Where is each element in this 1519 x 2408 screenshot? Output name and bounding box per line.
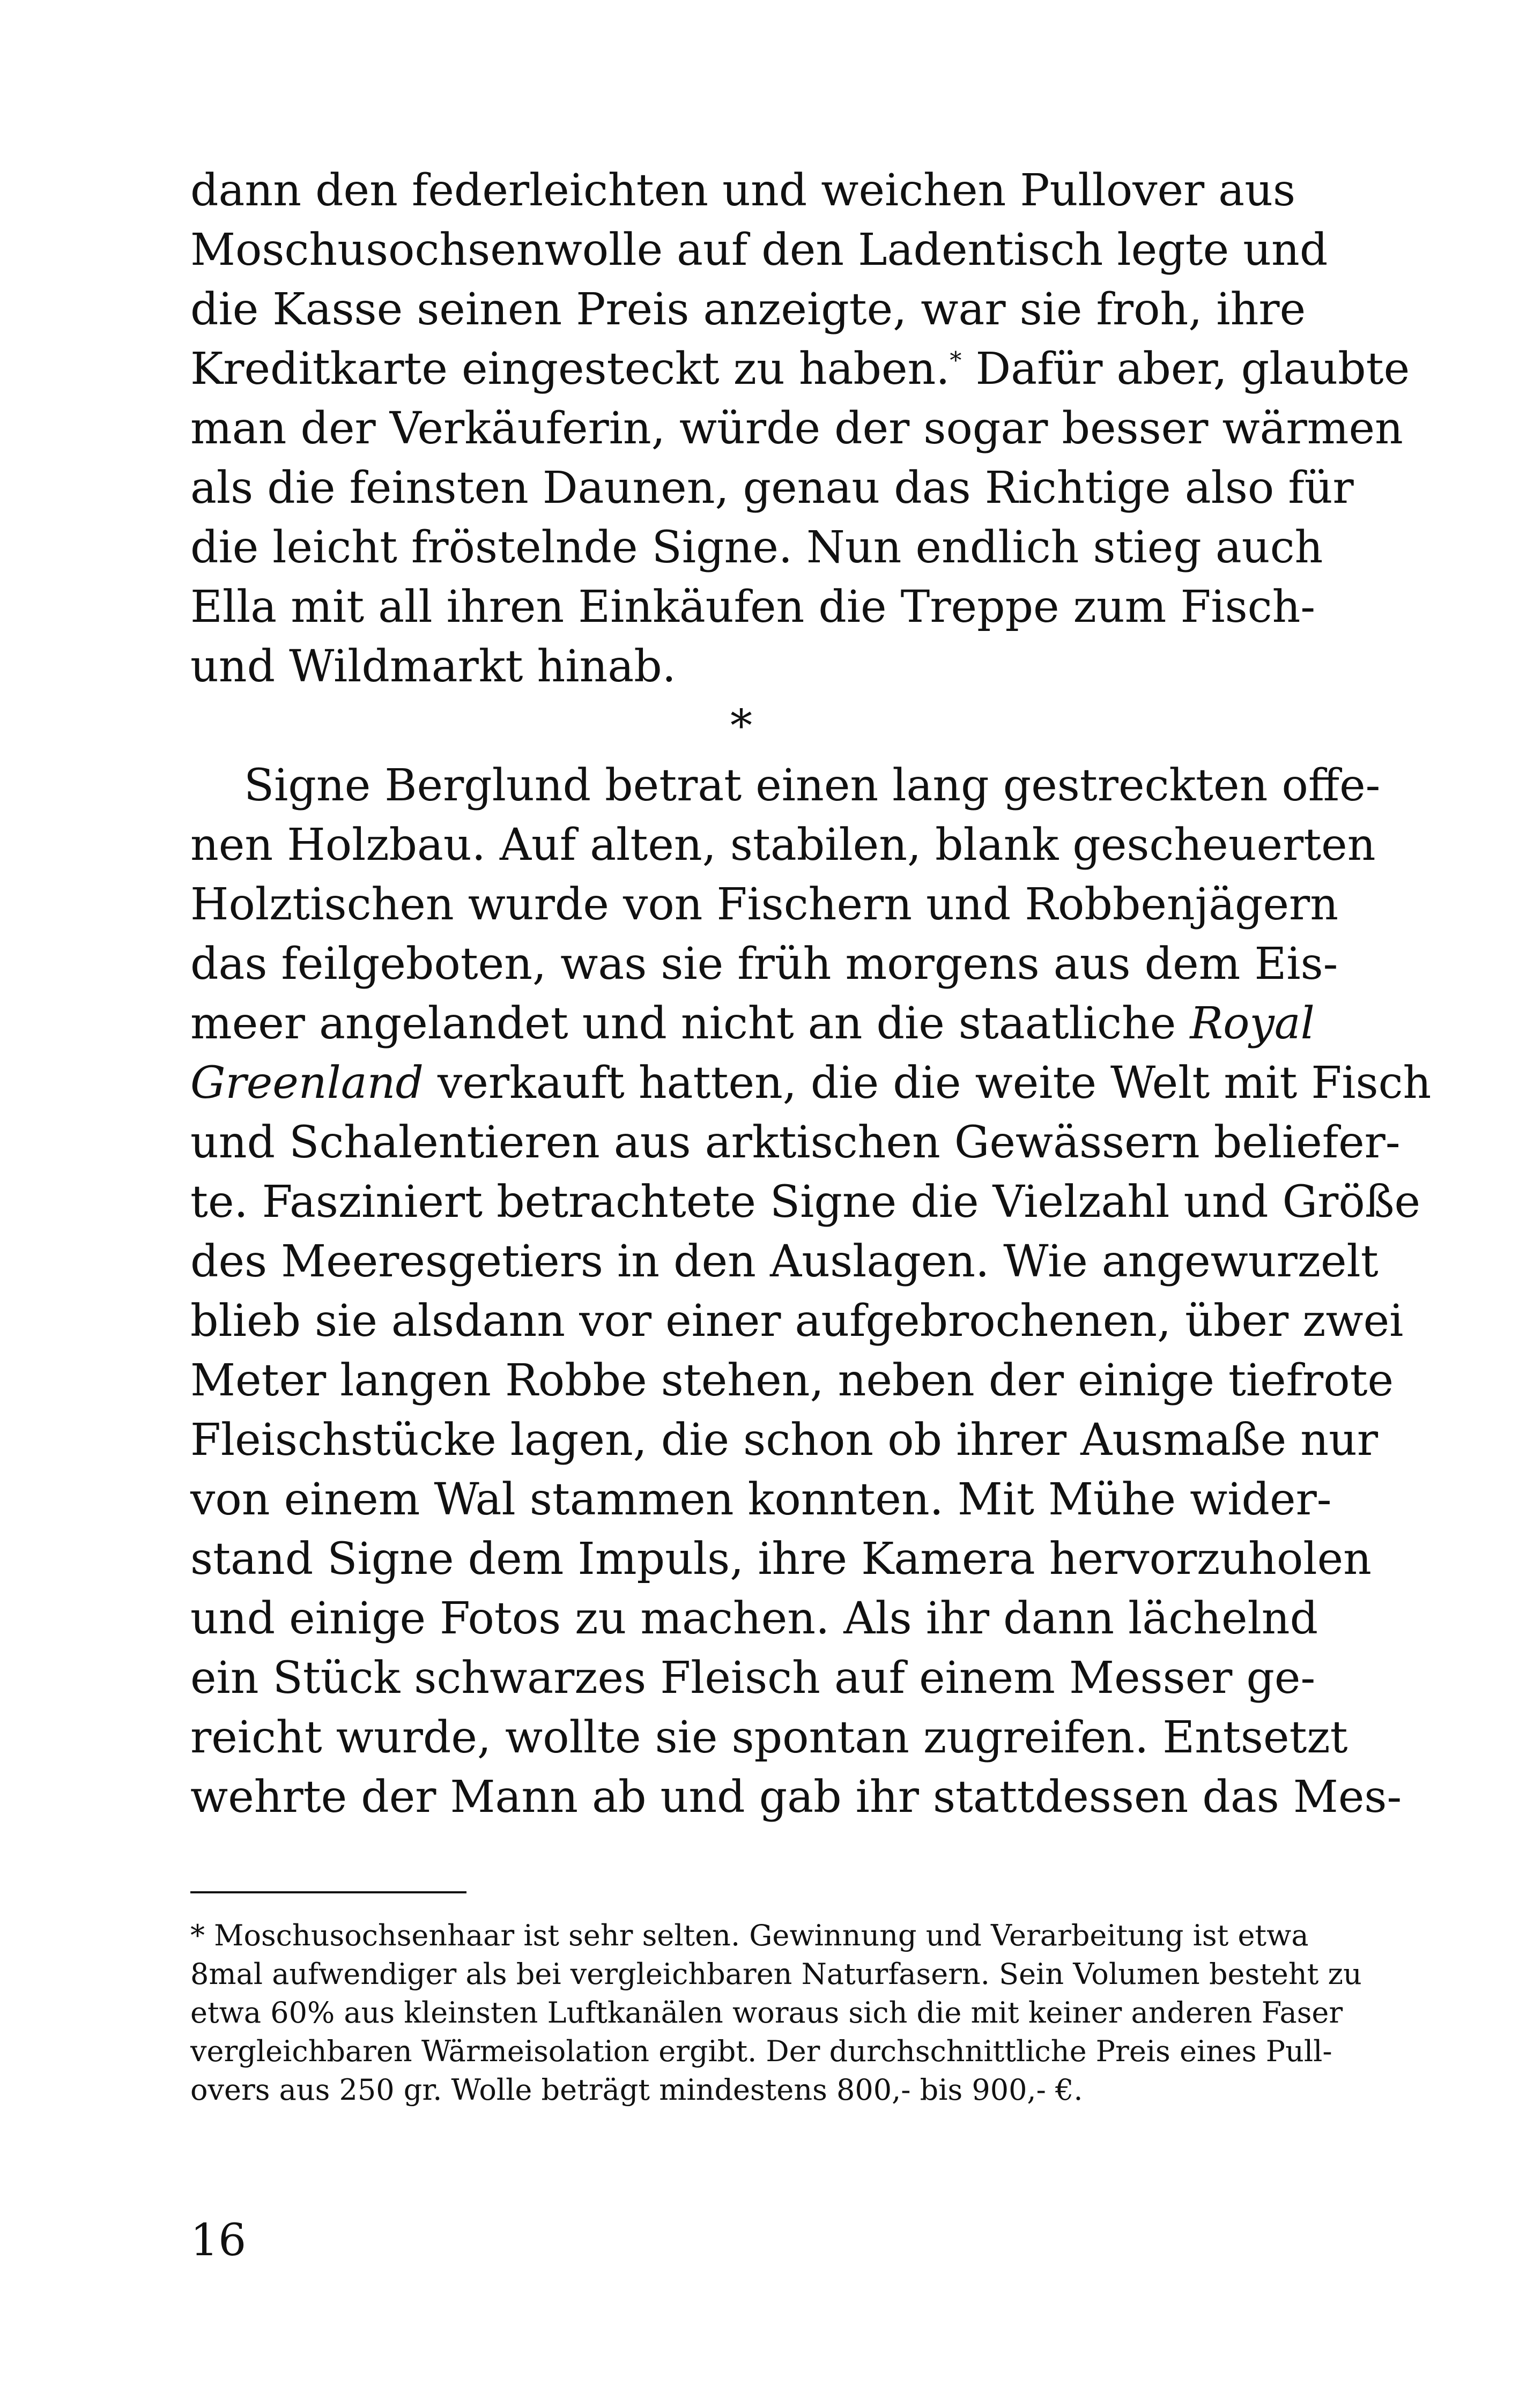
text-line: Fleischstücke lagen, die schon ob ihrer Ausmaße nur	[190, 1415, 1379, 1466]
footnote-line: * Moschusochsenhaar ist sehr selten. Gewinnung und Verarbeitung ist etwa	[190, 1919, 1309, 1952]
italic-name: Royal	[1190, 998, 1315, 1049]
text-line: Holztischen wurde von Fischern und Robbenjägern	[190, 879, 1339, 930]
text-line	[190, 339, 1410, 399]
text-line: man der Verkäuferin, würde der sogar besser wärmen	[190, 403, 1403, 454]
text-line: stand Signe dem Impuls, ihre Kamera hervorzuholen	[190, 1534, 1372, 1585]
text-segment: verkauft hatten, die die weite Welt mit Fisch	[423, 1058, 1432, 1109]
text-line: das feilgeboten, was sie früh morgens aus dem Eis-	[190, 939, 1338, 990]
section-separator: *	[730, 701, 752, 752]
footnote-line: vergleichbaren Wärmeisolation ergibt. Der durchschnittliche Preis eines Pull-	[190, 2034, 1332, 2068]
page-number: 16	[190, 2215, 247, 2266]
text-line: te. Fasziniert betrachtete Signe die Vielzahl und Größe	[190, 1177, 1421, 1228]
text-line: und Wildmarkt hinab.	[190, 641, 676, 692]
text-line: ein Stück schwarzes Fleisch auf einem Messer ge-	[190, 1653, 1316, 1704]
text-line	[190, 1053, 1432, 1113]
text-line: von einem Wal stammen konnten. Mit Mühe wider-	[190, 1474, 1332, 1525]
text-line: nen Holzbau. Auf alten, stabilen, blank gescheuerten	[190, 820, 1376, 871]
text-line: die leicht fröstelnde Signe. Nun endlich stieg auch	[190, 522, 1323, 573]
text-line: Moschusochsenwolle auf den Ladentisch legte und	[190, 225, 1328, 276]
text-line: des Meeresgetiers in den Auslagen. Wie angewurzelt	[190, 1236, 1379, 1287]
text-line: die Kasse seinen Preis anzeigte, war sie froh, ihre	[190, 284, 1306, 335]
footnote-divider	[190, 1891, 466, 1893]
text-line: und einige Fotos zu machen. Als ihr dann lächelnd	[190, 1593, 1318, 1644]
text-line: dann den federleichten und weichen Pullover aus	[190, 165, 1296, 216]
text-line: reicht wurde, wollte sie spontan zugreifen. Entsetzt	[190, 1712, 1348, 1763]
italic-name: Greenland	[190, 1058, 424, 1109]
text-line: Signe Berglund betrat einen lang gestreckten offe-	[244, 760, 1381, 811]
footnote-line: 8mal aufwendiger als bei vergleichbaren Naturfasern. Sein Volumen besteht zu	[190, 1957, 1362, 1991]
text-line: als die feinsten Daunen, genau das Richtige also für	[190, 463, 1354, 514]
footnote-line: overs aus 250 gr. Wolle beträgt mindestens 800,- bis 900,- €.	[190, 2073, 1083, 2107]
text-line: blieb sie alsdann vor einer aufgebrochenen, über zwei	[190, 1296, 1404, 1347]
text-segment: meer angelandet und nicht an die staatliche	[190, 998, 1190, 1049]
text-line: Ella mit all ihren Einkäufen die Treppe zum Fisch-	[190, 582, 1316, 633]
body-text	[190, 161, 1432, 1827]
text-line: Meter langen Robbe stehen, neben der einige tiefrote	[190, 1355, 1394, 1406]
footnote-marker: *	[950, 347, 962, 375]
text-segment: Kreditkarte eingesteckt zu haben.	[190, 344, 950, 395]
text-line: wehrte der Mann ab und gab ihr stattdessen das Mes-	[190, 1772, 1402, 1823]
footnote	[190, 1916, 1362, 2109]
footnote-line: etwa 60% aus kleinsten Luftkanälen woraus sich die mit keiner anderen Faser	[190, 1996, 1343, 2030]
text-segment: Dafür aber, glaubte	[961, 344, 1410, 395]
text-line	[190, 994, 1315, 1053]
text-line: und Schalentieren aus arktischen Gewässern beliefer-	[190, 1117, 1401, 1168]
